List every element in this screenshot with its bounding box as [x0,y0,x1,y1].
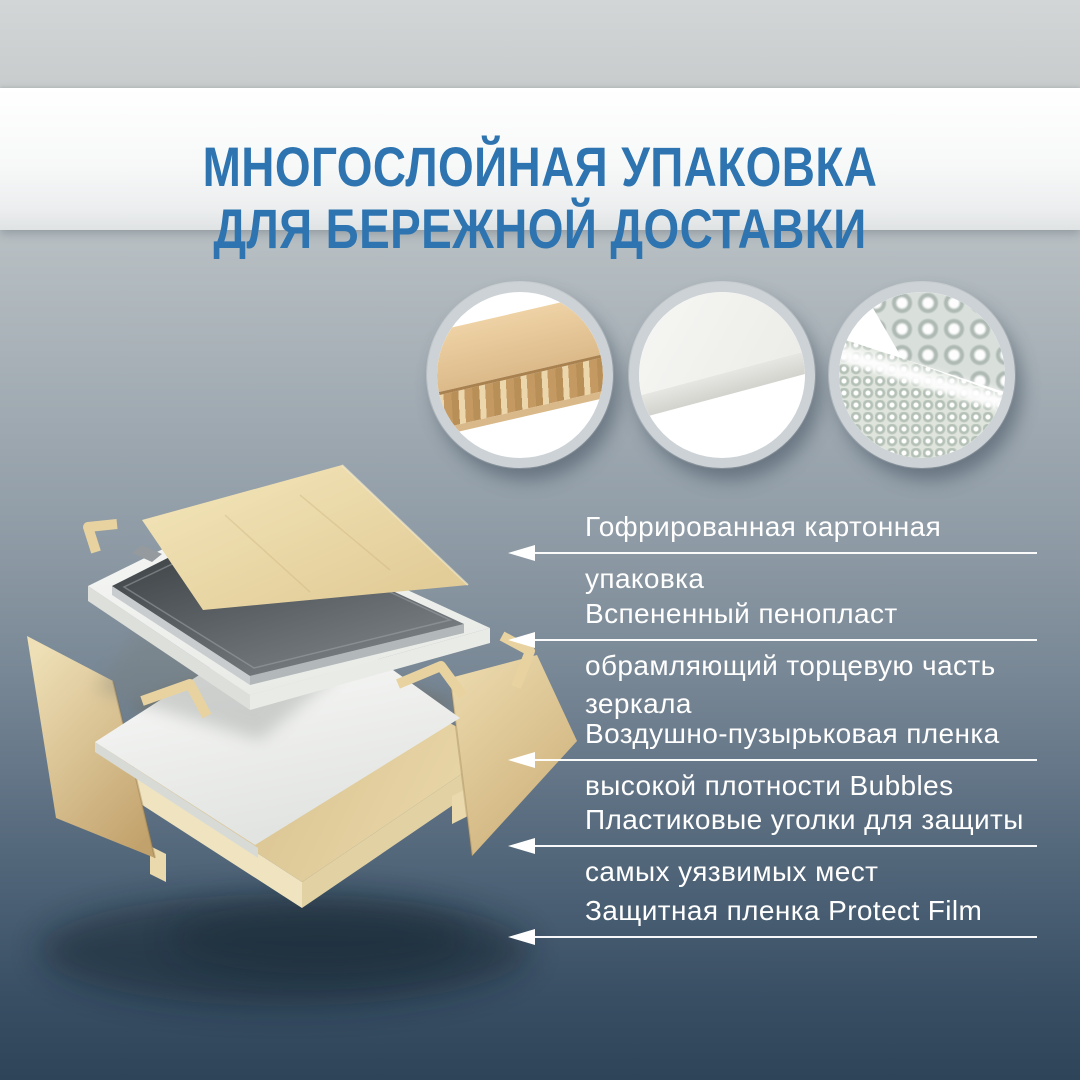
annotation-text: Защитная пленка Protect Film [585,895,983,926]
annotation-bubble-film [508,715,1037,805]
bubble-wrap-photo [839,292,1005,458]
arrowhead-icon [508,752,535,768]
arrow-shaft [533,759,1037,761]
arrow-left-icon [508,633,1037,647]
page-title-line1: МНОГОСЛОЙНАЯ УПАКОВКА [202,134,878,198]
annotation-text: зеркала [585,688,692,719]
arrow-left-icon [508,839,1037,853]
arrow-shaft [533,639,1037,641]
material-circle-foam [629,282,815,468]
foam-sheet-photo [639,292,805,458]
box-ground-shadow [40,894,530,1006]
annotation-text: Воздушно-пузырьковая пленка [585,718,1000,749]
page-title-line2: ДЛЯ БЕРЕЖНОЙ ДОСТАВКИ [213,196,867,260]
arrowhead-icon [508,632,535,648]
material-circle-cardboard [427,282,613,468]
annotation-text: обрамляющий торцевую часть [585,650,996,681]
arrowhead-icon [508,929,535,945]
annotation-protect-film [508,892,1037,944]
annotation-text: Гофрированная картонная [585,511,942,542]
arrowhead-icon [508,838,535,854]
page-title [0,136,1080,260]
arrow-left-icon [508,930,1037,944]
annotation-foam [508,595,1037,723]
material-circle-bubble-wrap [829,282,1015,468]
annotation-corners [508,801,1037,891]
annotation-text: высокой плотности Bubbles [585,770,954,801]
arrow-shaft [533,845,1037,847]
corrugated-cardboard-photo [437,292,603,458]
arrowhead-icon [508,545,535,561]
arrow-shaft [533,936,1037,938]
corner-protector [88,524,117,552]
annotation-cardboard [508,508,1037,598]
arrow-shaft [533,552,1037,554]
annotation-text: самых уязвимых мест [585,856,879,887]
arrow-left-icon [508,546,1037,560]
annotation-text: упаковка [585,563,705,594]
annotation-text: Пластиковые уголки для защиты [585,804,1024,835]
arrow-left-icon [508,753,1037,767]
annotation-text: Вспененный пенопласт [585,598,898,629]
